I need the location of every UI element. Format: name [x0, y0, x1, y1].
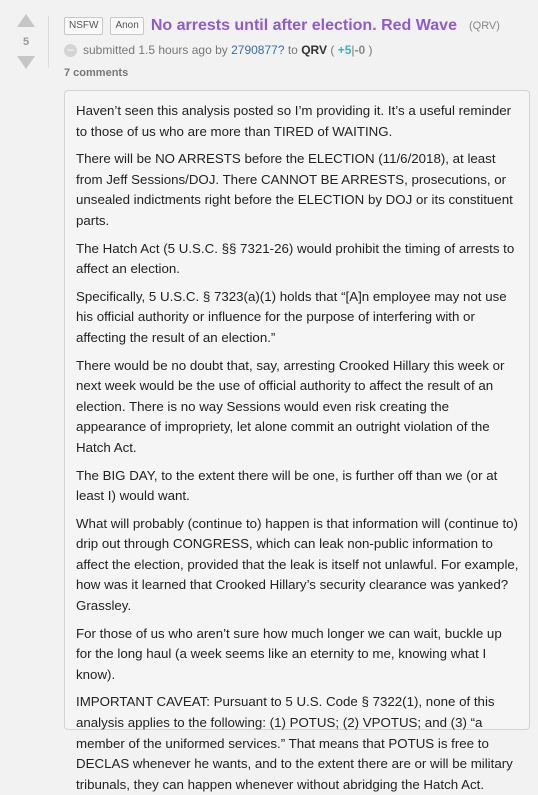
body-paragraph: Haven’t seen this analysis posted so I’m providing it. It’s a useful reminder to those of us who are more than TIRED of WAITING. [76, 103, 512, 139]
downvote-count: -0 [354, 43, 366, 57]
vote-divider [48, 16, 49, 68]
submitted-text: submitted 1.5 hours ago by [83, 43, 228, 57]
vote-score: 5 [22, 36, 30, 48]
anon-badge: Anon [110, 17, 143, 35]
body-paragraph: The BIG DAY, to the extent there will be one, is further off than we (or at least I) would want. [76, 467, 498, 504]
body-paragraph: What will probably (continue to) happen is that information will (continue to) drip out through CONGRESS, which can leak non-public information to affect the election, provided that the leak is itself not unlawful. For example, how was it learned that Crooked Hillary’s security clearance was yanked? Grassley. [76, 515, 519, 614]
upvote-count: +5 [337, 43, 352, 57]
nsfw-badge: NSFW [64, 17, 103, 35]
subreddit-link[interactable]: QRV [301, 43, 327, 57]
post-meta [64, 43, 534, 57]
body-paragraph: Specifically, 5 U.S.C. § 7323(a)(1) holds that “[A]n employee may not use his official authority or influence for the purpose of interfering with or affecting the result of an election.” [76, 288, 507, 345]
vote-close-paren: ) [368, 43, 373, 57]
comments-link[interactable]: 7 comments [64, 67, 129, 79]
body-paragraph: There will be NO ARRESTS before the ELECTION (11/6/2018), at least from Jeff Sessions/DOJ. There CANNOT BE ARRESTS, prosecutions, or unsealed indictments right before the ELECTION by DOJ or its constituent parts. [76, 151, 513, 228]
title-line [64, 17, 534, 35]
post-domain: (QRV) [468, 20, 500, 32]
body-paragraph: IMPORTANT CAVEAT: Pursuant to 5 U.S. Code § 7322(1), none of this analysis applies to the following: (1) POTUS; (2) VPOTUS; and (3) “a member of the uniformed services.” That means that POTUS is free to DECLAS whenever he wants, and to the extent there are or will be military tribunals, they can happen whenever without abridging the Hatch Act. [76, 694, 513, 792]
author-link[interactable]: 2790877? [231, 43, 285, 57]
post-title-link[interactable]: No arrests until after election. Red Wave [150, 17, 457, 34]
body-paragraph: There would be no doubt that, say, arresting Crooked Hillary this week or next week would be the use of official authority to affect the result of an election. There is no way Sessions would even risk creating the appearance of impropriety, let alone commit an outright violation of the Hatch Act. [76, 357, 505, 455]
downvote-arrow-icon[interactable] [17, 56, 35, 69]
to-text: to [287, 43, 298, 57]
vote-separator: | [351, 43, 355, 57]
post-body [64, 90, 530, 792]
vote-open-paren: ( [330, 43, 335, 57]
body-paragraph: For those of us who aren’t sure how much longer we can wait, buckle up for the long haul (a week seems like an eternity to me, knowing what I know). [76, 625, 502, 682]
vote-column [14, 14, 38, 69]
post-header [64, 17, 534, 81]
body-paragraph: The Hatch Act (5 U.S.C. §§ 7321-26) would prohibit the timing of arrests to affect an election. [76, 240, 515, 277]
upvote-arrow-icon[interactable] [17, 14, 35, 27]
collapse-icon[interactable]: – [64, 44, 77, 57]
